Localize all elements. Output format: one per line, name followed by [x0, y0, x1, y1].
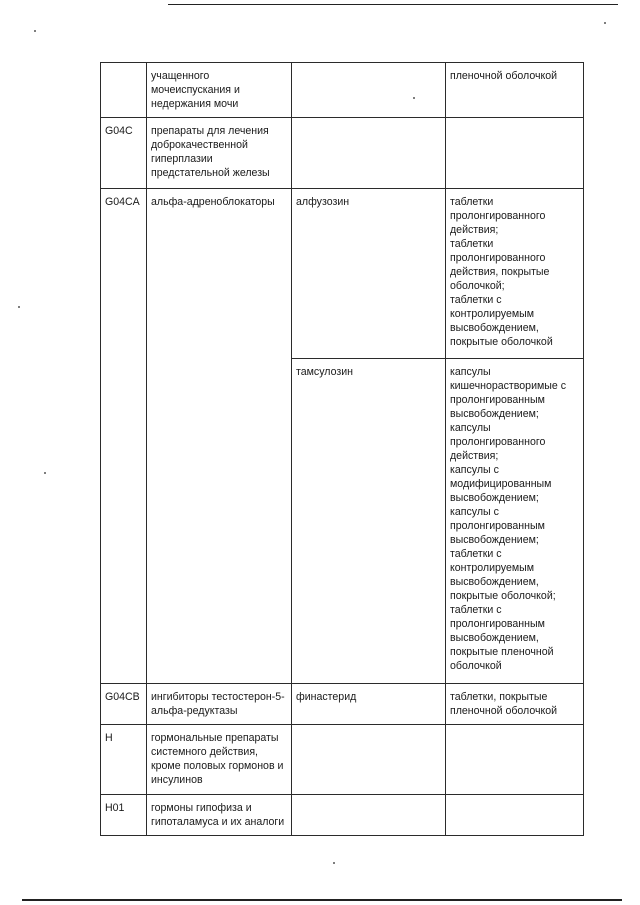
dosage-form-cell	[446, 189, 584, 359]
atc-code-cell: H	[101, 725, 147, 795]
dosage-form-text: капсулы с	[450, 464, 499, 476]
dosage-form-text: таблетки	[450, 196, 494, 208]
dosage-form-text: капсулы	[450, 422, 491, 434]
table-row	[101, 118, 584, 189]
dosage-form-text: высвобождением,	[450, 322, 539, 334]
drug-cell: алфузозин	[292, 189, 446, 359]
dosage-form-text: пролонгированного	[450, 210, 546, 222]
atc-code-cell: G04C	[101, 118, 147, 189]
group-text: учащенного	[151, 70, 210, 82]
dosage-form-text: контролируемым	[450, 308, 535, 320]
atc-code-cell: H01	[101, 795, 147, 836]
scan-speck	[18, 306, 20, 308]
dosage-form-text: кишечнорастворимые с	[450, 380, 567, 392]
drug-cell	[292, 118, 446, 189]
dosage-form-text: покрытые оболочкой;	[450, 590, 556, 602]
table-row	[101, 725, 584, 795]
table-row	[101, 189, 584, 359]
scan-speck	[604, 22, 606, 24]
dosage-form-text: таблетки с	[450, 604, 502, 616]
drug-cell	[292, 795, 446, 836]
dosage-form-text: таблетки с	[450, 294, 502, 306]
dosage-form-text: пролонгированного	[450, 252, 546, 264]
dosage-form-text: пролонгированным	[450, 394, 545, 406]
table-row	[101, 684, 584, 725]
drug-cell	[292, 63, 446, 118]
table-row	[101, 795, 584, 836]
dosage-form-text: покрытые пленочной	[450, 646, 554, 658]
dosage-form-text: капсулы	[450, 366, 491, 378]
atc-code-cell: G04CA	[101, 189, 147, 684]
group-text: гиперплазии	[151, 153, 213, 165]
scan-speck	[333, 862, 335, 864]
group-text: доброкачественной	[151, 139, 248, 151]
table-row	[101, 63, 584, 118]
dosage-form-cell	[446, 118, 584, 189]
dosage-form-cell	[446, 795, 584, 836]
scan-speck	[34, 30, 36, 32]
dosage-form-cell	[446, 684, 584, 725]
group-text: препараты для лечения	[151, 125, 269, 137]
dosage-form-text: действия, покрытые	[450, 266, 550, 278]
dosage-form-text: действия;	[450, 450, 499, 462]
dosage-form-text: оболочкой	[450, 660, 502, 672]
drug-classification-table	[100, 62, 584, 836]
dosage-form-cell	[446, 359, 584, 684]
group-text: ингибиторы тестостерон-5-	[151, 691, 285, 703]
group-text: инсулинов	[151, 774, 203, 786]
dosage-form-text: высвобождением;	[450, 408, 539, 420]
atc-code-cell: G04CB	[101, 684, 147, 725]
dosage-form-text: контролируемым	[450, 562, 535, 574]
group-text: мочеиспускания и	[151, 84, 240, 96]
group-text: гормональные препараты	[151, 732, 279, 744]
dosage-form-text: покрытые оболочкой	[450, 336, 553, 348]
drug-cell: тамсулозин	[292, 359, 446, 684]
dosage-form-cell	[446, 63, 584, 118]
dosage-form-text: пленочной оболочкой	[450, 705, 558, 717]
group-cell	[147, 63, 292, 118]
group-text: кроме половых гормонов и	[151, 760, 284, 772]
group-cell	[147, 189, 292, 684]
group-text: альфа-редуктазы	[151, 705, 238, 717]
group-text: предстательной железы	[151, 167, 270, 179]
group-cell	[147, 795, 292, 836]
dosage-form-text: таблетки, покрытые	[450, 691, 548, 703]
group-text: гипоталамуса и их аналоги	[151, 816, 285, 828]
group-text: альфа-адреноблокаторы	[151, 196, 275, 208]
dosage-form-text: пролонгированным	[450, 618, 545, 630]
dosage-form-text: капсулы с	[450, 506, 499, 518]
group-text: системного действия,	[151, 746, 258, 758]
group-text: недержания мочи	[151, 98, 239, 110]
dosage-form-text: пленочной оболочкой	[450, 70, 558, 82]
dosage-form-text: высвобождением;	[450, 492, 539, 504]
group-cell	[147, 118, 292, 189]
dosage-form-text: действия;	[450, 224, 499, 236]
dosage-form-text: оболочкой;	[450, 280, 505, 292]
dosage-form-text: модифицированным	[450, 478, 552, 490]
dosage-form-text: высвобождением,	[450, 632, 539, 644]
drug-cell	[292, 725, 446, 795]
bottom-scan-line	[22, 899, 622, 901]
scan-speck	[44, 472, 46, 474]
dosage-form-text: пролонгированным	[450, 520, 545, 532]
drug-cell: финастерид	[292, 684, 446, 725]
dosage-form-text: таблетки	[450, 238, 494, 250]
dosage-form-text: высвобождением;	[450, 534, 539, 546]
group-cell	[147, 725, 292, 795]
atc-code-cell	[101, 63, 147, 118]
dosage-form-text: таблетки с	[450, 548, 502, 560]
group-text: гормоны гипофиза и	[151, 802, 252, 814]
group-cell	[147, 684, 292, 725]
dosage-form-cell	[446, 725, 584, 795]
dosage-form-text: высвобождением,	[450, 576, 539, 588]
dosage-form-text: пролонгированного	[450, 436, 546, 448]
top-scan-line	[168, 4, 618, 5]
